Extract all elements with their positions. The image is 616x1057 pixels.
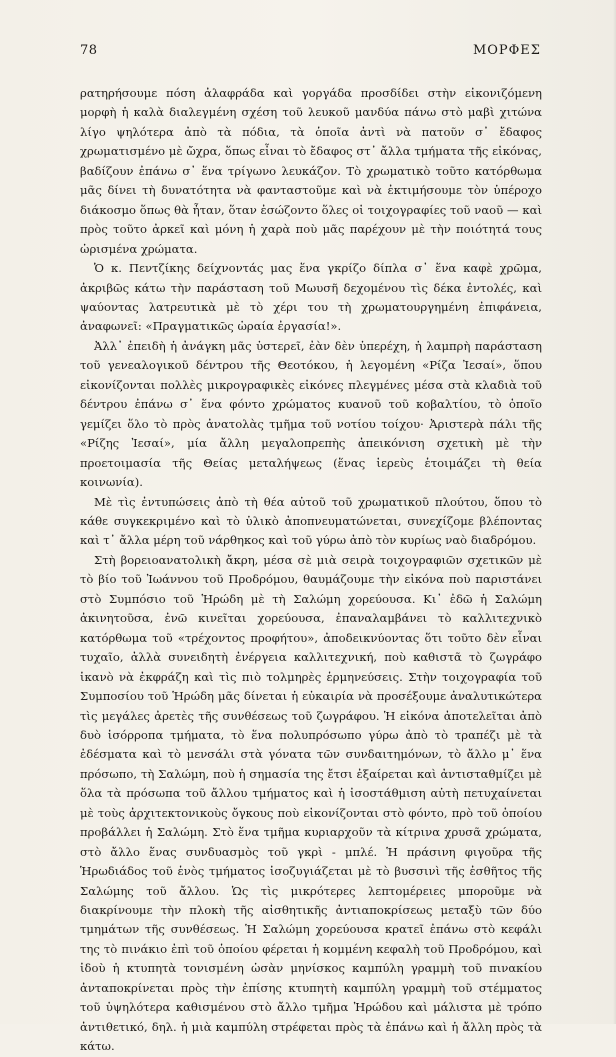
running-head: ΜΟΡΦΕΣ — [472, 43, 541, 58]
page-number: 78 — [80, 43, 98, 58]
paragraph-1: ρατηρήσουμε πόση ἀλαφράδα καὶ γοργάδα προσδίδει στὴν εἰκονιζόμενη μορφὴ ἡ καλὰ διαλεγμένη σχέση τοῦ λευκοῦ μανδύα πάνω στὸ μαβὶ χιτώνα λίγο ψηλότερα ἀπὸ τὰ πόδια, τὰ ὁποῖα ἀντὶ νὰ πατοῦν σ᾽ ἔδαφος χρωματισμένο μὲ ὤχρα, ὅπως εἶναι τὸ ἔδαφος στ᾽ ἄλλα τμήματα τῆς εἰκόνας, βαδίζουν ἐπάνω σ᾽ ἕνα τρίγωνο λευκάζον. Τὸ χρωματικὸ τοῦτο κατόρθωμα μᾶς δίνει τὴ δυνατότητα νὰ φανταστοῦμε καὶ νὰ ἐκτιμήσουμε τὸν ὑπέροχο διάκοσμο ὅπως θὰ ἦταν, ὅταν ἐσώζοντο ὅλες οἱ τοιχογραφίες τοῦ ναοῦ — καὶ πρὸς τοῦτο ἀρκεῖ καὶ μόνη ἡ χαρὰ ποὺ μᾶς παρέχουν μὲ τὴν ποιότητά τους ὡρισμένα χρώματα. — [80, 86, 542, 256]
paragraph-2: Ὁ κ. Πεντζίκης δείχνοντάς μας ἕνα γκρίζο δίπλα σ᾽ ἕνα καφὲ χρῶμα, ἀκριβῶς κάτω τὴν παράσταση τοῦ Μωυσῆ δεχομένου τὶς δέκα ἐντολές, καὶ ψαύοντας λατρευτικὰ μὲ τὸ χέρι του τὴ χρωματουργημένη ἐπιφάνεια, ἀναφωνεῖ: «Πραγματικῶς ὡραία ἐργασία!». — [80, 261, 542, 334]
paragraph-4: Μὲ τὶς ἐντυπώσεις ἀπὸ τὴ θέα αὐτοῦ τοῦ χρωματικοῦ πλούτου, ὅπου τὸ κάθε συγκεκριμένο καὶ τὸ ὑλικὸ ἀποπνευματώνεται, συνεχίζομε βλέποντας καὶ τ᾽ ἄλλα μέρη τοῦ νάρθηκος καὶ τοῦ γύρω ἀπὸ τὸν κυρίως ναὸ διαδρόμου. — [80, 494, 542, 548]
page-header — [80, 43, 541, 63]
paragraph-5: Στὴ βορειοανατολικὴ ἄκρη, μέσα σὲ μιὰ σειρὰ τοιχογραφιῶν σχετικῶν μὲ τὸ βίο τοῦ Ἰωάννου τοῦ Προδρόμου, θαυμάζουμε τὴν εἰκόνα ποὺ παριστάνει στὸ Συμπόσιο τοῦ Ἡρώδη μὲ τὴ Σαλώμη χορεύουσα. Κι᾽ ἐδῶ ἡ Σαλώμη ἀκινητοῦσα, ἐνῶ κινεῖται χορεύουσα, ἐπαναλαμβάνει τὸ καλλιτεχνικὸ κατόρθωμα τοῦ «τρέχοντος προφήτου», ἀποδεικνύοντας ὅτι τοῦτο δὲν εἶναι τυχαῖο, ἀλλὰ συνειδητὴ ἐνέργεια καλλιτεχνική, ποὺ καθιστᾶ τὸ ζωγράφο ἱκανὸ νὰ ἐκφράζη καὶ τὶς πιὸ τολμηρὲς ἑρμηνεύσεις. Στὴν τοιχογραφία τοῦ Συμποσίου τοῦ Ἡρώδη μᾶς δίνεται ἡ εὐκαιρία νὰ προσέξουμε ἀναλυτικώτερα τὶς μεγάλες ἀρετὲς τῆς συνθέσεως τοῦ ζωγράφου. Ἡ εἰκόνα ἀποτελεῖται ἀπὸ δυὸ ἰσόρροπα τμήματα, τὸ ἕνα πολυπρόσωπο γύρω ἀπὸ τὸ τραπέζι μὲ τὰ ἐδέσματα καὶ τὸ μενσάλι στὰ γόνατα τῶν συνδαιτημόνων, τὸ ἄλλο μ᾽ ἕνα πρόσωπο, τὴ Σαλώμη, ποὺ ἡ σημασία της ἔτσι ἐξαίρεται καὶ ἀντισταθμίζει μὲ ὅλα τὰ πρόσωπα τοῦ ἄλλου τμήματος καὶ ἡ ἰσοστάθμιση αὐτὴ πετυχαίνεται μὲ τοὺς ἀρχιτεκτονικοὺς ὄγκους ποὺ εἰκονίζονται στὸ φόντο, πρὸ τοῦ ὁποίου προβάλλει ἡ Σαλώμη. Στὸ ἕνα τμῆμα κυριαρχοῦν τὰ κίτρινα χρυσᾶ χρώματα, στὸ ἄλλο ἕνας συνδυασμὸς τοῦ γκρὶ - μπλέ. Ἡ πράσινη φιγοῦρα τῆς Ἡρωδιάδος τοῦ ἑνὸς τμήματος ἰσοζυγιάζεται μὲ τὸ βυσσινὶ τῆς ἐσθῆτος τῆς Σαλώμης τοῦ ἄλλου. Ὡς τὶς μικρότερες λεπτομέρειες μποροῦμε νὰ διακρίνουμε τὴν πλοκὴ τῆς αἰσθητικῆς ἀντιαποκρίσεως μεταξὺ τῶν δύο τμημάτων τῆς συνθέσεως. Ἡ Σαλώμη χορεύουσα κρατεῖ ἐπάνω στὸ κεφάλι της τὸ πινάκιο ἐπὶ τοῦ ὁποίου φέρεται ἡ κομμένη κεφαλὴ τοῦ Προδρόμου, καὶ ἰδοὺ ἡ κτυπητὰ τονισμένη ὡσὰν μηνίσκος καμπύλη γραμμὴ τοῦ πινακίου ἀνταποκρίνεται πρὸς τὴν ἐπίσης κτυπητὴ καμπύλη γραμμὴ τοῦ στέμματος τοῦ ὑψηλότερα καθισμένου στὸ ἄλλο τμῆμα Ἡρώδου καὶ μάλιστα μὲ τρόπο ἀντιθετικό, δηλ. ἡ μιὰ καμπύλη στρέφεται πρὸς τὰ ἐπάνω καὶ ἡ ἄλλη πρὸς τὰ κάτω. — [80, 552, 542, 1054]
body-text — [80, 84, 542, 1057]
paragraph-3: Ἀλλ᾽ ἐπειδὴ ἡ ἀνάγκη μᾶς ὑστερεῖ, ἐὰν δὲν ὑπερέχη, ἡ λαμπρὴ παράσταση τοῦ γενεαλογικοῦ δέντρου τῆς Θεοτόκου, ἡ λεγομένη «Ρίζα Ἰεσαί», ὅπου εἰκονίζονται πολλὲς μικρογραφικὲς εἰκόνες πλεγμένες μέσα στὰ κλαδιὰ τοῦ δέντρου ἐπάνω σ᾽ ἕνα φόντο χρώματος κυανοῦ τοῦ κοβαλτίου, τὸ ὁποῖο γεμίζει ὅλο τὸ πρὸς ἀνατολὰς τμῆμα τοῦ νοτίου τοίχου· Ἀριστερὰ πάλι τῆς «Ρίζης Ἰεσαί», μία ἄλλη μεγαλοπρεπὴς ἀπεικόνιση σχετικὴ μὲ τὴν προετοιμασία τῆς Θείας μεταλήψεως (ἕνας ἱερεὺς ἑτοιμάζει τὴ θεία κοινωνία). — [80, 338, 542, 490]
